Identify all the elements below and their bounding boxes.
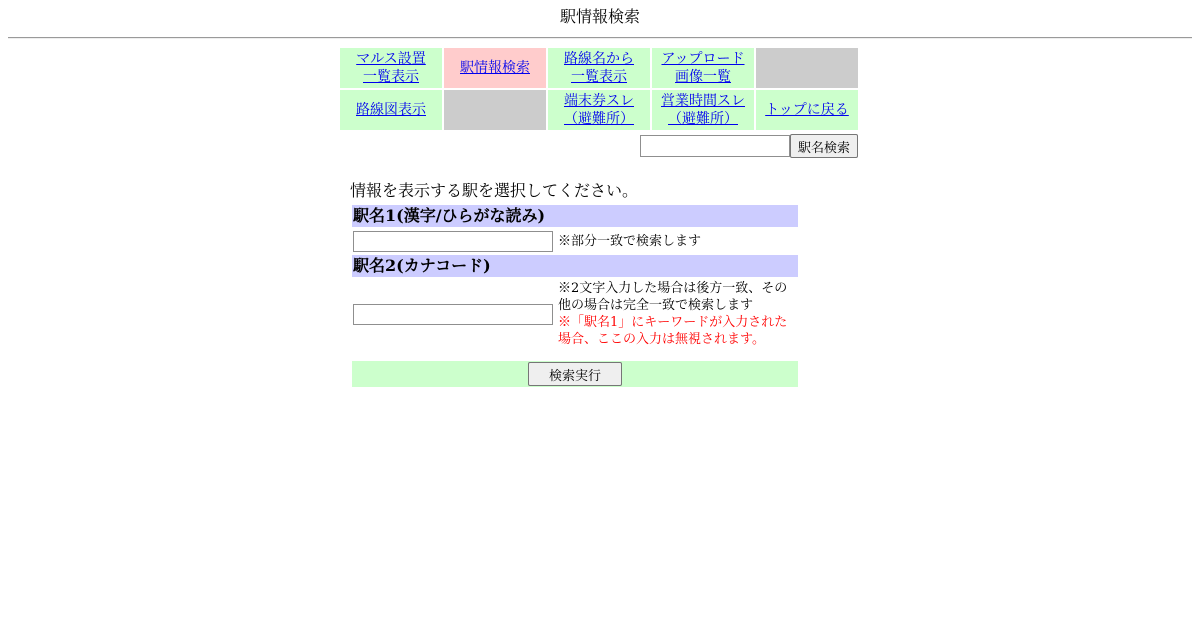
- instruction-text: 情報を表示する駅を選択してください。: [350, 181, 639, 200]
- nav-link-back-to-top[interactable]: [765, 101, 849, 119]
- field2-header: 駅名2(カナコード): [352, 255, 798, 277]
- nav-cell-upload-images: [652, 48, 754, 88]
- nav-link-label-line2: 一覧表示: [363, 69, 419, 85]
- nav-link-label-line1: 駅情報検索: [460, 60, 530, 76]
- nav-cell-route-map: [340, 90, 442, 130]
- nav-link-line-list[interactable]: [564, 50, 634, 86]
- nav-link-label-line1: トップに戻る: [765, 102, 849, 118]
- nav-link-station-info[interactable]: [460, 59, 530, 77]
- nav-link-label-line2: （避難所）: [564, 111, 634, 127]
- nav-cell-empty: [444, 90, 546, 130]
- nav-link-label-line1: アップロード: [661, 51, 745, 67]
- field2-warning: ※「駅名1」にキーワードが入力された場合、ここの入力は無視されます。: [558, 315, 788, 347]
- nav-link-label-line2: 一覧表示: [571, 69, 627, 85]
- page-title: 駅情報検索: [559, 7, 640, 26]
- station-name1-input[interactable]: [353, 231, 553, 252]
- nav-cell-terminal-ticket-thread: [548, 90, 650, 130]
- field1-header: 駅名1(漢字/ひらがな読み): [352, 205, 798, 227]
- nav-cell-station-info-current: [444, 48, 546, 88]
- nav-link-upload-images[interactable]: [661, 50, 744, 86]
- field2-notes: [558, 280, 794, 348]
- nav-link-label-line2: 画像一覧: [675, 69, 731, 85]
- nav-link-label-line1: 端末券スレ: [564, 93, 634, 109]
- nav-link-label-line2: （避難所）: [668, 111, 738, 127]
- submit-bar: [352, 361, 798, 387]
- nav-link-label-line1: 路線名から: [564, 51, 634, 67]
- nav-link-label-line1: マルス設置: [356, 51, 426, 67]
- nav-link-label-line1: 路線図表示: [356, 102, 426, 118]
- station-search-form: [352, 205, 798, 387]
- quick-search-bar: [640, 134, 858, 158]
- station-name-search-button[interactable]: 駅名検索: [790, 134, 858, 158]
- nav-cell-empty: [756, 48, 858, 88]
- nav-cell-mars-list: [340, 48, 442, 88]
- field1-note: ※部分一致で検索します: [558, 233, 702, 249]
- field1-row: [352, 227, 798, 255]
- nav-link-label-line1: 営業時間スレ: [661, 93, 745, 109]
- station-name2-input[interactable]: [353, 304, 553, 325]
- title-divider: [8, 37, 1192, 39]
- nav-cell-back-to-top: [756, 90, 858, 130]
- nav-link-mars-list[interactable]: [356, 50, 426, 86]
- quick-search-input[interactable]: [640, 135, 790, 157]
- nav-cell-line-list: [548, 48, 650, 88]
- field2-row: [352, 277, 798, 351]
- nav-link-terminal-ticket-thread[interactable]: [564, 92, 634, 128]
- nav-link-business-hours-thread[interactable]: [661, 92, 745, 128]
- nav-link-route-map[interactable]: [356, 101, 426, 119]
- nav-menu: [340, 48, 860, 130]
- execute-search-button[interactable]: 検索実行: [528, 362, 622, 386]
- nav-cell-business-hours-thread: [652, 90, 754, 130]
- field2-note: ※2文字入力した場合は後方一致、その他の場合は完全一致で検索します: [558, 281, 788, 313]
